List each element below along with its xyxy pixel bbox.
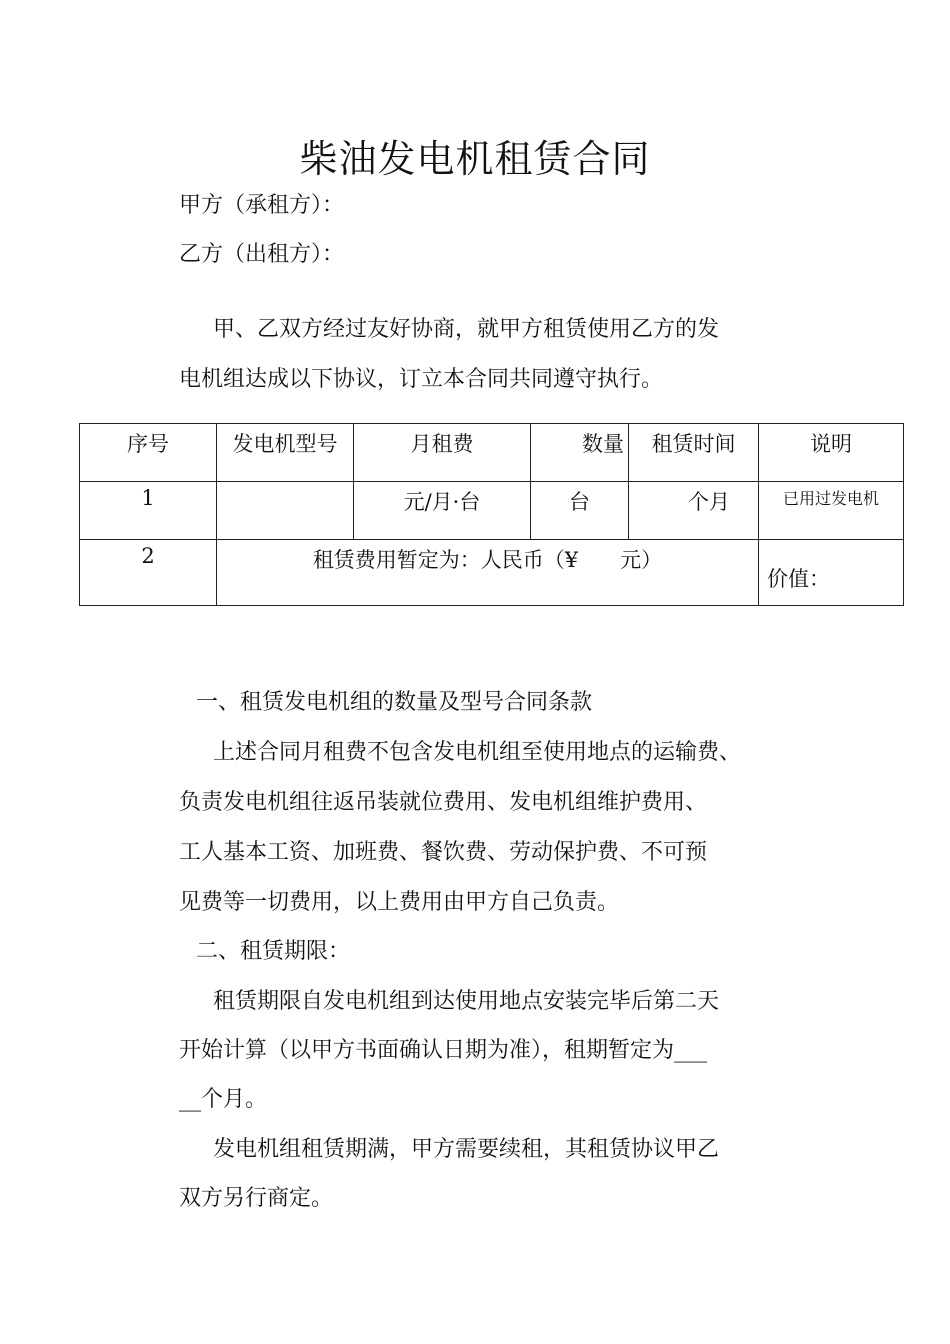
paragraph-line: 上述合同月租费不包含发电机组至使用地点的运输费、 (213, 740, 742, 765)
table-cell: 元/月·台 (354, 482, 531, 540)
table-cell: 价值： (759, 540, 904, 606)
table-header-cell: 租赁时间 (629, 424, 759, 482)
paragraph-line: 开始计算（以甲方书面确认日期为准），租期暂定为___ (179, 1038, 708, 1063)
rental-table (79, 423, 904, 606)
table-cell: 个月 (629, 482, 759, 540)
section-heading: 一、租赁发电机组的数量及型号合同条款 (196, 690, 593, 715)
paragraph-line: 发电机组租赁期满，甲方需要续租，其租赁协议甲乙 (213, 1137, 720, 1162)
table-cell: 租赁费用暂定为：人民币（¥ 元） (217, 540, 759, 606)
paragraph-line: 双方另行商定。 (179, 1186, 334, 1211)
table-cell: 台 (531, 482, 629, 540)
intro-line: 电机组达成以下协议，订立本合同共同遵守执行。 (179, 367, 664, 392)
table-cell: 2 (80, 540, 217, 606)
paragraph-line: 见费等一切费用，以上费用由甲方自己负责。 (179, 890, 620, 915)
table-header-cell: 数量 (531, 424, 629, 482)
paragraph-line: 租赁期限自发电机组到达使用地点安装完毕后第二天 (213, 989, 720, 1014)
paragraph-line: __个月。 (179, 1087, 268, 1112)
table-header-cell: 发电机型号 (217, 424, 354, 482)
document-title: 柴油发电机租赁合同 (299, 137, 651, 181)
table-header-cell: 序号 (80, 424, 217, 482)
paragraph-line: 负责发电机组往返吊装就位费用、发电机组维护费用、 (179, 790, 708, 815)
table-cell: 1 (80, 482, 217, 540)
intro-line: 甲、乙双方经过友好协商，就甲方租赁使用乙方的发 (213, 317, 720, 342)
table-header-cell: 说明 (759, 424, 904, 482)
table-header-cell: 月租费 (354, 424, 531, 482)
table-header-row (80, 424, 904, 482)
table-row (80, 482, 904, 540)
table-cell: 已用过发电机 (759, 482, 904, 540)
section-heading: 二、租赁期限： (196, 939, 351, 964)
table-row (80, 540, 904, 606)
table-cell (217, 482, 354, 540)
party-b-label: 乙方（出租方）： (179, 242, 345, 267)
party-a-label: 甲方（承租方）： (179, 193, 345, 218)
paragraph-line: 工人基本工资、加班费、餐饮费、劳动保护费、不可预 (179, 840, 708, 865)
